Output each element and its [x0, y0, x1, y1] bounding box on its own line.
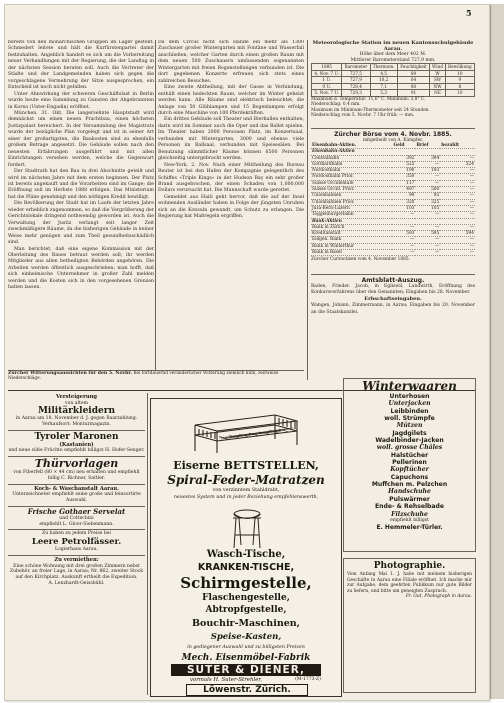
- stock-exchange-table: [311, 131, 475, 263]
- bourse-cell: Bank in Winterthur: [311, 243, 392, 249]
- weather-cell: NE: [430, 90, 445, 97]
- weather-header: 1885: [312, 64, 342, 71]
- winterwaaren-footer: empfiehlt billigst: [390, 517, 429, 523]
- amtsblatt-title: Amtsblatt-Auszug.: [361, 277, 425, 284]
- bourse-cell: 117: [392, 180, 415, 186]
- weather-cell: 91: [397, 90, 430, 97]
- forecast-text: Bei fortdauernd veränderlicher Witterung ziemlich kühl, zeitweise Niederschläge.: [8, 371, 279, 382]
- official-gazette-extract: [311, 277, 475, 316]
- bourse-cell: Suisse Occid. Prior.: [311, 187, 392, 193]
- bourse-cell: Centralbahn: [311, 155, 392, 161]
- winterwaaren-item: Leibbinden: [390, 407, 429, 415]
- weather-cell: 9 U.: [312, 83, 342, 90]
- winterwaaren-item: Handschuhe: [388, 488, 431, 496]
- section-divider: [311, 274, 475, 275]
- winterwaaren-item: Halstücher: [390, 451, 429, 459]
- ad-subline: neuestes System und in jeder Beziehung empfehlenswerth,: [173, 495, 319, 500]
- bourse-cell: —: [440, 174, 475, 180]
- bourse-cell: 594: [440, 231, 475, 237]
- bourse-cell: Bank in Basel: [311, 250, 392, 256]
- weather-cell: 80: [397, 83, 430, 90]
- winterwaaren-title: Winterwaaren: [362, 379, 457, 393]
- bourse-cell: —: [440, 212, 475, 218]
- weather-note: Niederschlag: 0,4 mm.: [311, 102, 361, 108]
- bourse-cell: 105: [415, 205, 440, 211]
- weather-table: [311, 63, 475, 97]
- weather-header: Bewölkung: [445, 64, 474, 71]
- bourse-cell: 497: [392, 187, 415, 193]
- winterwaaren-item: Pellerinen: [392, 459, 427, 467]
- article-paragraph: Der Stadtrath hat den Bau in drei Abschnitte geteilt und wird im nächsten Jahre mit dem ersten beginnen. Der Platz ist bereits angekauft und die Vorarbeiten sind im Gange; die Eröffnung soll im Herbste 1888 erfolgen. Das Ministerium hat die Pläne genehmigt und den nöthigen Kredit bewilligt.: [8, 169, 154, 200]
- winterwaaren-firm: E. Hemmeler-Türler.: [376, 523, 443, 531]
- winterwaaren-item: woll. Strümpfe: [384, 415, 435, 423]
- amtsblatt-entry: Wangen, Johann, Zimmermann, in Aarau; Eingaben bis 20. November an die Staatskanzlei.: [311, 303, 475, 315]
- bourse-cell: —: [440, 243, 475, 249]
- classified-ads-left: [8, 393, 145, 695]
- bourse-cell: —: [440, 180, 475, 186]
- ad-military-auction: Versteigerung von altem Militärkleidern in Aarau am 18. November d. J. gegen Baarzahlung. Verkaufsort: Monturmagazin.: [8, 393, 145, 431]
- bourse-footnote: Zürcher Cursnotizen vom 4. November 1885.: [311, 257, 410, 263]
- article-paragraph: Man berichtet, daß eine eigene Kommission mit der Oberleitung des Baues betraut werden soll; ihr werden Mitglieder aus allen betheiligten Behörden angehören. Die Arbeiten werden öffentlich ausgeschrieben; man hofft, daß sich einheimische Unternehmer in großer Zahl melden werden und die Kosten sich in den vorgesehenen Grenzen halten lassen.: [8, 246, 154, 291]
- winterwaaren-item: Mützen: [396, 422, 423, 430]
- bed-frame-illustration: [189, 405, 303, 455]
- bourse-cell: —: [415, 237, 440, 243]
- weather-cell: 4. Nov. 7 U.: [312, 70, 342, 77]
- winterwaaren-item: Filzschuhe: [391, 510, 428, 518]
- weather-title: Meteorologische Station im neuen Kantonsschulgebäude Aarau.: [312, 40, 474, 52]
- weather-cell: 10: [445, 70, 474, 77]
- weather-header: Barometer: [342, 64, 370, 71]
- bourse-cell: 350: [392, 174, 415, 180]
- bourse-cell: Eidgen. Bank: [311, 237, 392, 243]
- bourse-cell: —: [440, 237, 475, 243]
- photographie-signature: Fr. Gut, Photograph in Aarau.: [405, 594, 472, 600]
- bourse-cell: Toggenburgerbahn: [311, 212, 392, 218]
- article-paragraph: Gemeldet aus Haiti geht hervor, daß die auf der Insel wohnenden Ausländer haben in Folge der jüngsten Unruhen sich an die Konsuln gewandt, um Schutz zu erlangen. Die Regierung hat Maßregeln ergriffen.: [158, 194, 304, 220]
- weather-header: Thermom.: [370, 64, 397, 71]
- ad-item: Speise-Kasten,: [210, 632, 282, 642]
- weather-cell: 64: [397, 77, 430, 84]
- bourse-header: Brief: [415, 143, 440, 149]
- weather-report: [311, 40, 475, 119]
- amtsblatt-subheading: Erbschaftseingaben.: [364, 296, 422, 303]
- ad-subline: in gediegener Auswahl und zu billigsten Preisen: [187, 645, 305, 650]
- bourse-cell: 593: [392, 231, 415, 237]
- bourse-cell: 320: [392, 199, 415, 205]
- article-column-1: [8, 40, 154, 368]
- ad-photographie: [343, 558, 476, 693]
- bourse-cell: Unionbahnen Prior.: [311, 199, 392, 205]
- weather-cell: W: [430, 70, 445, 77]
- bourse-cell: —: [415, 243, 440, 249]
- bourse-cell: Suisse Occidentale: [311, 180, 392, 186]
- bourse-cell: —: [392, 224, 415, 230]
- firm-type: Mech. Eisenmöbel-Fabrik: [181, 653, 311, 663]
- bourse-cell: —: [415, 180, 440, 186]
- winterwaaren-item: Unterhosen: [389, 393, 430, 400]
- bourse-cell: 193: [415, 168, 440, 174]
- bourse-cell: —: [440, 187, 475, 193]
- bourse-cell: 394: [415, 155, 440, 161]
- photographie-body: Vom Anfang Mai 1. J. habe mit meinem bisherigen Geschäfte in Aarau eine Filiale eröffnet. Ich mache mir zur Aufgabe, dem geehrten Publikum nur gute Bilder zu liefern, und bitte um geneigten Zuspruch.: [347, 572, 472, 594]
- weather-cell: 10,2: [370, 77, 397, 84]
- bourse-cell: 325: [415, 199, 440, 205]
- winterwaaren-item: Muffchen m. Pelzchen: [371, 481, 448, 489]
- ad-headline: Spiral-Feder-Matratzen: [167, 473, 325, 487]
- weather-cell: 728,4: [342, 83, 370, 90]
- amtsblatt-entry: Baden, Frieder. Jacob, in Egliswil, Landwirth, Eröffnung des Konkursverfahrens über den Genannten; Eingaben bis 28. November.: [311, 284, 475, 296]
- weather-cell: 10: [445, 90, 474, 97]
- column-divider: [155, 40, 156, 370]
- page-number: 5: [466, 8, 472, 18]
- page-edge: [490, 4, 504, 699]
- bourse-cell: 92: [415, 193, 440, 199]
- ad-item: Flaschengestelle,: [202, 593, 290, 603]
- ad-tyroler-maronen: Tyroler Maronen (Kastanien) und neue süße Früchte empfiehlt billigst H. Hofer-Senger.: [8, 431, 145, 457]
- weather-note: Niederschlag vom 5. Novbr. 7 Uhr früh: — mm.: [311, 113, 415, 119]
- weather-row: [312, 90, 475, 97]
- firm-address: Löwenstr. Zürich.: [186, 684, 308, 696]
- weather-cell: 5. Nov. 7 U.: [312, 90, 342, 97]
- bourse-cell: —: [415, 250, 440, 256]
- weather-cell: 5,3: [370, 90, 397, 97]
- bourse-cell: Nordostbahn Prior.: [311, 174, 392, 180]
- ad-item: Bouchir-Maschinen,: [191, 618, 300, 629]
- weather-note: Maximum d. Temperatur: 11,6° C. Minimum: 3,8° C.: [311, 96, 426, 102]
- bourse-cell: Unionbahnen: [311, 193, 392, 199]
- bourse-cell: —: [392, 243, 415, 249]
- bourse-cell: Bank in Zürich: [311, 224, 392, 230]
- bourse-cell: Kreditanstalt: [311, 231, 392, 237]
- bourse-row: [311, 250, 475, 256]
- winterwaaren-item: Unterjacken: [388, 400, 431, 408]
- weather-cell: 7,1: [370, 83, 397, 90]
- bourse-cell: 190: [392, 168, 415, 174]
- bourse-cell: —: [392, 237, 415, 243]
- weather-cell: 4,5: [370, 70, 397, 77]
- bourse-cell: 500: [415, 187, 440, 193]
- winterwaaren-item: Capuchons: [390, 473, 429, 481]
- article-paragraph: Unter Ahnwirkung der schweren Geschäftslast in Berlin wurde heute eine Sammlung zu Gunsten der Abgebrannten in Korea (Unter-Engadin) eröffnet.: [8, 91, 154, 110]
- article-paragraph: New-York, 2. Nov. Nach einer Mittheilung des Bureau Reuter ist bei den Hafen der Kompagnie gelegentlich des Schiffes »Triple Kings« in der Hudson Bay ein sehr großer Brand ausgebrochen, der einen Schaden von 1,000,000 Dollars verursacht hat. Die Mannschaft wurde gerettet.: [158, 162, 304, 194]
- weather-header: Feuchtigkeit: [397, 64, 430, 71]
- bourse-cell: —: [415, 224, 440, 230]
- bourse-cell: —: [440, 205, 475, 211]
- article-paragraph: Die Bevölkerung der Stadt hat im Laufe der letzten Jahre wieder erheblich zugenommen, so daß die Vergrößerung der Gerichtslokale dringend nothwendig geworden ist. Auch die Verwaltung der Justiz verlangt seit langer Zeit zweckmäßigere Räume, da die bisherigen Gebäude in keiner Weise mehr genügen und zum Theil gesundheitsschädlich sind.: [8, 201, 154, 246]
- ad-servelat: Frische Gothaer Servelat und Cottechini empfiehlt L. Gloor-Siebenmann.: [8, 507, 145, 531]
- weather-cell: 1 U.: [312, 77, 342, 84]
- bourse-cell: 524: [440, 161, 475, 167]
- bourse-cell: 392: [392, 155, 415, 161]
- winterwaaren-item: Wadelbinder-Jacken: [375, 437, 444, 445]
- article-paragraph: München, 31. Okt. Die langersehnte Hauptstadt wird demnächst um einen neuen Prachtbau, einen höchsten Justizpalast bereichert. In der Versammlung des Magistrats wurde der bezügliche Plan vorgelegt und ist in seiner Art einer der großartigsten, die Baukosten sind zu ebenfalls großem Betrage angesetzt. Die Gebäude sollen nach den neuesten Erfahrungen ausgeführt und mit allen Einrichtungen versehen werden, welche die Gegenwart fordert.: [8, 110, 154, 168]
- ad-headline: Wasch-Tische,: [206, 549, 286, 560]
- firm-former: vormals H. Suter-Strehler,: [189, 677, 263, 683]
- bourse-subtitle: mitgetheilt von A. Kümpfer.: [362, 138, 424, 143]
- bourse-cell: Jura-Bern-Luzern: [311, 205, 392, 211]
- winterwaaren-item: Kopftücher: [390, 466, 429, 474]
- weather-cell: 727,5: [342, 70, 370, 77]
- article-column-2: [158, 40, 304, 368]
- ad-item: Abtropfgestelle,: [205, 605, 287, 615]
- bourse-cell: 525: [392, 161, 415, 167]
- bourse-cell: —: [440, 168, 475, 174]
- firm-name: SUTER & DIENER,: [171, 664, 321, 676]
- bourse-section-title: Eisenbahn-Aktien: [311, 149, 475, 155]
- bourse-cell: —: [392, 212, 415, 218]
- bourse-cell: —: [440, 199, 475, 205]
- weather-barometer-mean: Mittlerer Barometerstand 727,9 mm.: [350, 57, 436, 63]
- ad-waschanstalt: Koch- & Waschanstalt Aarau. Unterzeichneter empfiehlt seine große und feinsortirte Auswahl.: [8, 485, 145, 507]
- bourse-section-title: Bank-Aktien: [311, 218, 475, 224]
- bourse-cell: —: [415, 161, 440, 167]
- wash-table-illustration: [229, 505, 265, 549]
- bourse-cell: 90: [392, 193, 415, 199]
- winterwaaren-item: woll. grosse Châles: [376, 444, 443, 452]
- photographie-title: Photographie.: [373, 561, 446, 571]
- ad-thurvorlagen: Thürvorlagen von Fiberfell (80 × 44 cm) neu erhalten und empfiehlt billig C. Richner, Sattler.: [8, 457, 145, 485]
- ad-wohnung: Zu vermiethen: Eine schöne Wohnung mit drei großen Zimmern nebst Zubehör, an freier Lage, in Aarau; Nr. 862, zweiter Stock auf den Kirchplatz. Auskunft ertheilt die Expedition. A. Lenzhardt-Geissbühl.: [9, 557, 144, 586]
- bourse-cell: 103: [392, 205, 415, 211]
- winterwaaren-item: Pulswärmer: [389, 495, 430, 503]
- forecast-title: Zürcher Witterungsaussichten für den 5. Novbr.: [8, 371, 132, 376]
- weather-cell: 89: [397, 70, 430, 77]
- ad-headline: KRANKEN-TISCHE,: [197, 562, 295, 573]
- bourse-title: Zürcher Börse vom 4. Novbr. 1885.: [334, 131, 452, 138]
- column-divider: [147, 393, 148, 695]
- weather-note: Maximum im Minimum-Thermometer seit 24 Stunden.: [311, 107, 430, 113]
- weather-cell: NW: [430, 83, 445, 90]
- bourse-cell: —: [415, 212, 440, 218]
- bourse-cell: —: [440, 155, 475, 161]
- article-paragraph: Eine zweite Abtheilung, mit der Gasse in Verbindung, enthält einen bedeckten Raum, welcher im Winter geheizt werden kann. Alle Räume sind elektrisch beleuchtet; die Anlage von 50 Glühlampen und 15 Bogenlampen erfolgt durch eine Maschine von 100 Pferdekräften.: [158, 85, 304, 116]
- bourse-table: [311, 143, 475, 256]
- ad-headline: Schirmgestelle,: [180, 574, 312, 592]
- bourse-cell: —: [440, 250, 475, 256]
- bourse-cell: Nordostbahn: [311, 168, 392, 174]
- winterwaaren-item: Ende- & Rehselbade: [374, 503, 445, 511]
- weather-cell: 727,9: [342, 77, 370, 84]
- section-divider: [311, 128, 475, 129]
- bourse-cell: —: [440, 193, 475, 199]
- column-divider: [307, 40, 308, 380]
- classified-ads-right: [343, 378, 476, 696]
- bourse-cell: —: [392, 250, 415, 256]
- ad-petrolfasser: Zu haben zu jedem Preise bei Leere Petrolfässer. Logierhaus Aarau.: [8, 530, 145, 556]
- weather-header: Wind: [430, 64, 445, 71]
- ad-subline: von verzinntem Stahldraht,: [212, 488, 280, 493]
- furniture-factory-ad: [150, 398, 342, 697]
- bourse-header: Eisenbahn-Aktien.: [311, 143, 392, 149]
- bourse-cell: —: [415, 174, 440, 180]
- ad-headline: Eiserne BETTSTELLEN,: [173, 459, 319, 472]
- firm-code: (M-1773-Z): [295, 677, 321, 682]
- bourse-header: Geld: [392, 143, 415, 149]
- bourse-header: bezahlt: [440, 143, 475, 149]
- weather-cell: 9: [445, 77, 474, 84]
- weather-forecast: [8, 371, 304, 382]
- article-paragraph: Ein drittes Gebäude soll Theater und Bierhallen enthalten; darin wird im Sommer auch die Oper und das Ballet spielen. Im Theater haben 2000 Personen Platz, im Konzertsaal, verbunden mit Wintergarten, 3000 und ebenso viele Personen im Ballsaal, verbunden mit Speisesälen. Bei Benutzung sämmtlicher Räume können 6500 Personen gleichzeitig untergebracht werden.: [158, 117, 304, 162]
- ad-winterwaaren: [343, 378, 476, 552]
- article-paragraph: Da dem Circus nicht sich Hände ein mehr als 1300 Zuschauer großer Wintergarten mit Fontäne und Wasserfall anschließen, welcher Garten durch einen großen Raum mit dem neuen 500 Zuschauern umfassenden sogenannten Wintergarten mit freien Bogenstellungen verbunden ist. Die dort gegebenen Konzerte erfreuen sich stets eines zahlreichen Besuches.: [158, 40, 304, 84]
- bourse-cell: 595: [415, 231, 440, 237]
- bourse-cell: —: [440, 224, 475, 230]
- article-paragraph: bereits von den monarchischen Gruppen im Lager gestellt. Schmedert leitete und hält die Kurfürstenpartei damit festzuhalten. Angeblich handelt es sich um die Vorbereitung neuer Verhandlungen mit der Regierung, die der Landtag in der nächsten Session beraten soll. Auch die Vertreter der Städte und der Landgemeinden haben sich gegen die vorgeschlagene Vermehrung der Sitze ausgesprochen, ein Entscheid ist noch nicht gefallen.: [8, 40, 154, 91]
- winterwaaren-item: Jagdgilets: [392, 429, 427, 437]
- weather-cell: 8: [445, 83, 474, 90]
- weather-cell: SW: [430, 77, 445, 84]
- weather-height: Höhe über dem Meer 402 M.: [359, 52, 427, 57]
- bourse-cell: Gotthardbahn: [311, 161, 392, 167]
- weather-cell: 729,3: [342, 90, 370, 97]
